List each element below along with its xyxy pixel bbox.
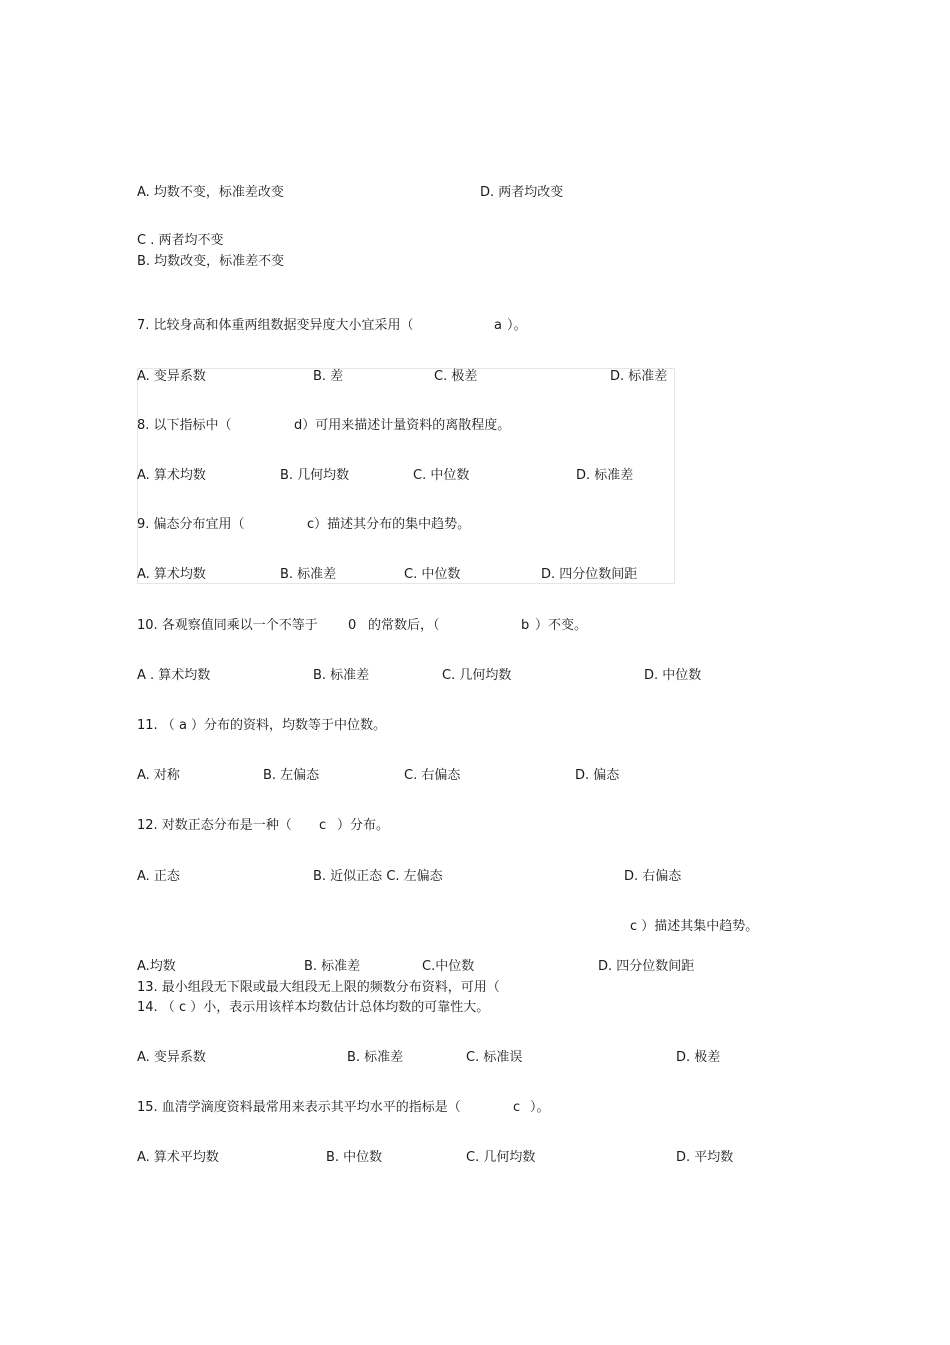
q10-stem: 10. 各观察值同乘以一个不等于 <box>137 618 318 633</box>
q11-option-b: B. 左偏态 <box>263 768 320 783</box>
q7-option-a: A. 变异系数 <box>137 369 206 384</box>
q12-option-d: D. 右偏态 <box>624 869 682 884</box>
q7-option-b: B. 差 <box>313 369 344 384</box>
q14-option-d: D. 极差 <box>676 1050 721 1065</box>
q9-option-d: D. 四分位数间距 <box>541 567 638 582</box>
q6-option-b: B. 均数改变，标准差不变 <box>137 254 285 269</box>
q10-option-b: B. 标准差 <box>313 668 370 683</box>
q15-option-b: B. 中位数 <box>326 1150 383 1165</box>
q10-stem-mid: 的常数后，（ <box>368 618 440 633</box>
q8-option-c: C. 中位数 <box>413 468 470 483</box>
q8-answer: d）可用来描述计量资料的离散程度。 <box>294 418 511 433</box>
q10-option-d: D. 中位数 <box>644 668 702 683</box>
q10-option-c: C. 几何均数 <box>442 668 512 683</box>
q7-option-c: C. 极差 <box>434 369 478 384</box>
q11-option-d: D. 偏态 <box>575 768 620 783</box>
q13-stem: 13. 最小组段无下限或最大组段无上限的频数分布资料，可用（ <box>137 980 500 995</box>
q15-option-d: D. 平均数 <box>676 1150 734 1165</box>
q8-option-d: D. 标准差 <box>576 468 634 483</box>
q13-option-a: A.均数 <box>137 959 176 974</box>
q13-stem-tail: c ）描述其集中趋势。 <box>630 919 759 934</box>
q10-zero: 0 <box>348 618 357 633</box>
q9-option-c: C. 中位数 <box>404 567 461 582</box>
q11-option-c: C. 右偏态 <box>404 768 461 783</box>
q15-option-a: A. 算术平均数 <box>137 1150 219 1165</box>
q11-option-a: A. 对称 <box>137 768 180 783</box>
q12-answer: c <box>319 818 327 833</box>
q8-option-a: A. 算术均数 <box>137 468 206 483</box>
q15-stem: 15. 血清学滴度资料最常用来表示其平均水平的指标是（ <box>137 1100 461 1115</box>
q10-answer: b <box>521 618 530 633</box>
q15-answer: c <box>513 1100 521 1115</box>
q7-stem: 7. 比较身高和体重两组数据变异度大小宜采用（ <box>137 318 414 333</box>
q15-option-c: C. 几何均数 <box>466 1150 536 1165</box>
q13-option-d: D. 四分位数间距 <box>598 959 695 974</box>
q6-option-c: C . 两者均不变 <box>137 233 224 248</box>
q8-stem: 8. 以下指标中（ <box>137 418 232 433</box>
q12-stem: 12. 对数正态分布是一种（ <box>137 818 292 833</box>
q14-option-b: B. 标准差 <box>347 1050 404 1065</box>
q12-option-a: A. 正态 <box>137 869 180 884</box>
q14-option-a: A. 变异系数 <box>137 1050 206 1065</box>
q12-stem-end: ）分布。 <box>337 818 390 833</box>
q6-option-a: A. 均数不变，标准差改变 <box>137 185 284 200</box>
q9-stem: 9. 偏态分布宜用（ <box>137 517 245 532</box>
q14-option-c: C. 标准误 <box>466 1050 523 1065</box>
q13-option-c: C.中位数 <box>422 959 475 974</box>
q7-option-d: D. 标准差 <box>610 369 668 384</box>
q11-stem: 11. （ a ）分布的资料，均数等于中位数。 <box>137 718 387 733</box>
q9-answer: c）描述其分布的集中趋势。 <box>307 517 471 532</box>
q6-option-d: D. 两者均改变 <box>480 185 564 200</box>
q12-option-b-c: B. 近似正态 C. 左偏态 <box>313 869 443 884</box>
q7-stem-end: ）。 <box>507 318 527 333</box>
q13-option-b: B. 标准差 <box>304 959 361 974</box>
q9-option-a: A. 算术均数 <box>137 567 206 582</box>
q9-option-b: B. 标准差 <box>280 567 337 582</box>
q15-stem-end: ）。 <box>530 1100 550 1115</box>
q14-stem: 14. （ c ）小，表示用该样本均数估计总体均数的可靠性大。 <box>137 1000 490 1015</box>
q10-option-a: A . 算术均数 <box>137 668 211 683</box>
q8-option-b: B. 几何均数 <box>280 468 350 483</box>
q7-answer: a <box>494 318 502 333</box>
q10-stem-end: ）不变。 <box>535 618 588 633</box>
